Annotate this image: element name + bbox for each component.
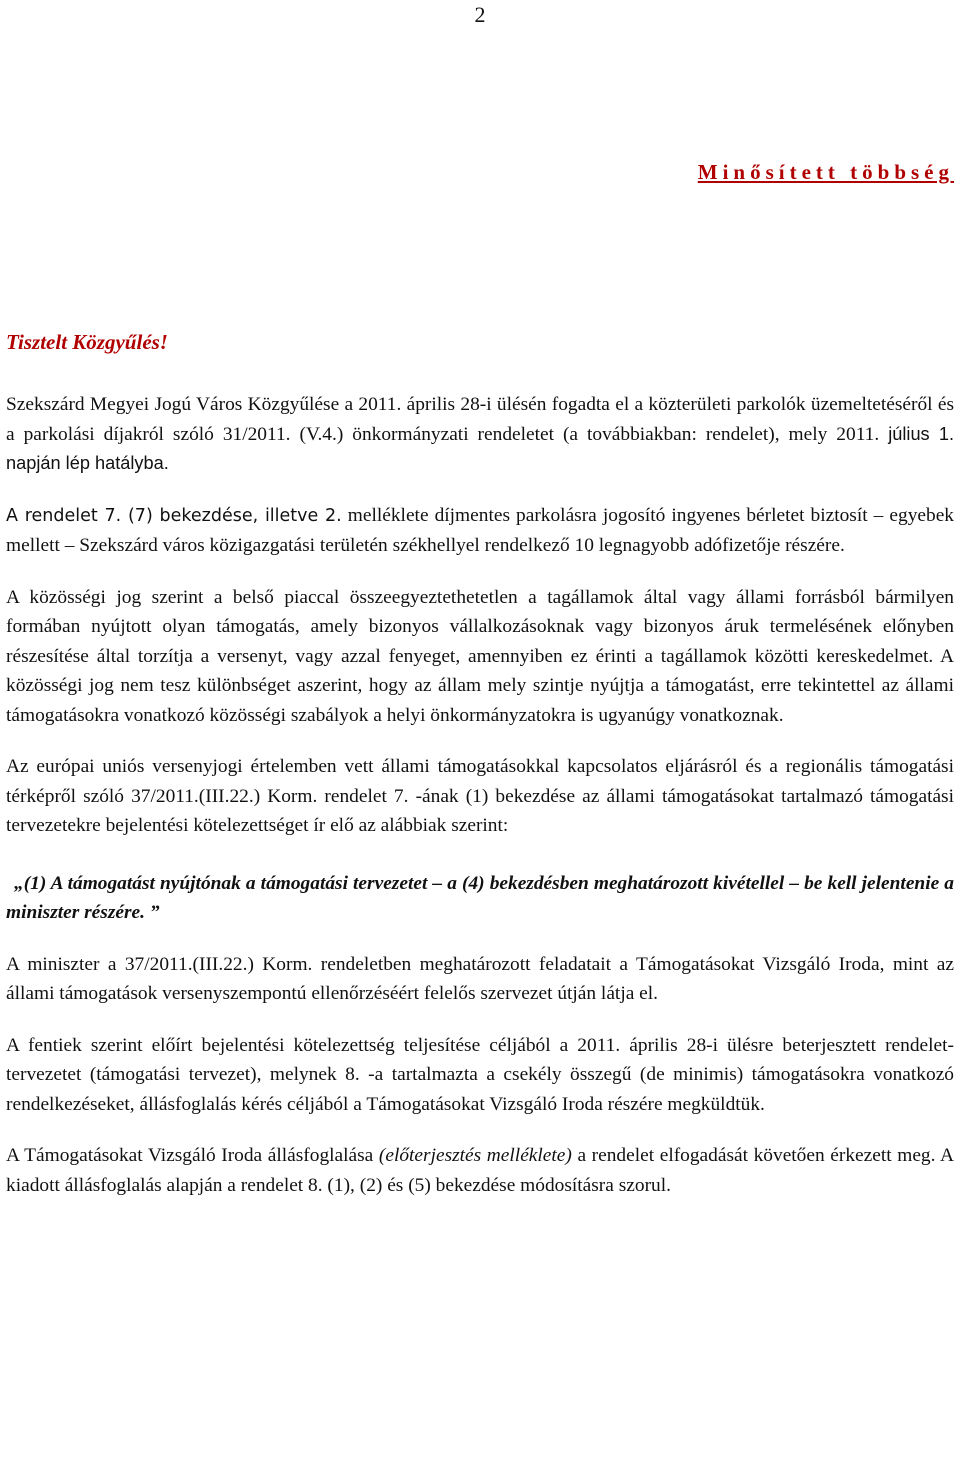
paragraph-6: A fentiek szerint előírt bejelentési kötelezettség teljesítése céljából a 2011. április 28-i ülésre beterjesztett rendelet-tervezetet (támogatási tervezet), melynek 8. -a tartalmazta a csekély összegű (de minimis) támogatásokra vonatkozó rendelkezéseket, állásfoglalás kérés céljából a Támogatásokat Vizsgáló Iroda részére megküldtük. bbox=[6, 1034, 954, 1115]
salutation: Tisztelt Közgyűlés! bbox=[6, 330, 168, 354]
page-number: 2 bbox=[474, 2, 486, 27]
document-body bbox=[6, 390, 954, 1222]
paragraph-4: Az európai uniós versenyjogi értelemben vett állami támogatásokkal kapcsolatos eljárásról és a regionális támogatási térképről szóló 37/2011.(III.22.) Korm. rendelet 7. -ának (1) bekezdése az állami támogatásokat tartalmazó támogatási tervezetekre bejelentési kötelezettséget ír elő az alábbiak szerint: bbox=[6, 756, 954, 836]
paragraph-7 bbox=[6, 1141, 954, 1200]
paragraph-5: A miniszter a 37/2011.(III.22.) Korm. rendeletben meghatározott feladatait a Támogatásokat Vizsgáló Iroda, mint az állami támogatások versenyszempontú ellenőrzéséért felelős szervezet útján látja el. bbox=[6, 953, 954, 1004]
paragraph-1-date: július 1. napján lép hatályba. bbox=[6, 423, 954, 473]
paragraph-7-text-start: A Támogatásokat Vizsgáló Iroda állásfoglalása bbox=[6, 1145, 379, 1166]
paragraph-1 bbox=[6, 390, 954, 479]
paragraph-7-text-end: a rendelet elfogadását követően érkezett meg. A kiadott állásfoglalás alapján a rendelet 8. (1), (2) és (5) bekezdése módosításra szorul. bbox=[6, 1145, 955, 1196]
document-heading: Minősített többség bbox=[697, 160, 954, 184]
paragraph-1-text: Szekszárd Megyei Jogú Város Közgyűlése a 2011. április 28-i ülésén fogadta el a közterületi parkolók üzemeltetéséről és a parkolási díjakról szóló 31/2011. (V.4.) önkormányzati rendeletet (a továbbiakban: rendelet), mely 2011. bbox=[6, 394, 954, 445]
paragraph-3: A közösségi jog szerint a belső piaccal összeegyeztethetetlen a tagállamok által vagy állami forrásból bármilyen formában nyújtott olyan támogatás, amely bizonyos vállalkozásoknak vagy bizonyos áruk termelésének előnyben részesítése által torzítja a versenyt, vagy azzal fenyeget, amennyiben ez érinti a tagállamok közötti kereskedelmet. A közösségi jog nem tesz különbséget aszerint, hogy az állam mely szintje nyújtja a támogatást, erre tekintettel az állami támogatásokra vonatkozó közösségi szabályok a helyi önkormányzatokra is ugyanúgy vonatkoznak. bbox=[6, 586, 954, 726]
paragraph-2-reference: A rendelet 7. (7) bekezdése, illetve 2. bbox=[6, 505, 342, 526]
paragraph-2 bbox=[6, 501, 954, 561]
quoted-regulation: „(1) A támogatást nyújtónak a támogatási tervezetet – a (4) bekezdésben meghatározott kivétellel – be kell jelentenie a miniszter részére. ” bbox=[6, 872, 954, 923]
paragraph-2-text: melléklete díjmentes parkolásra jogosító ingyenes bérletet biztosít – egyebek mellett – Szekszárd város közigazgatási területén székhellyel rendelkező 10 legnagyobb adófizetője részére. bbox=[6, 504, 954, 556]
paragraph-7-annex-note: (előterjesztés melléklete) bbox=[378, 1145, 572, 1166]
